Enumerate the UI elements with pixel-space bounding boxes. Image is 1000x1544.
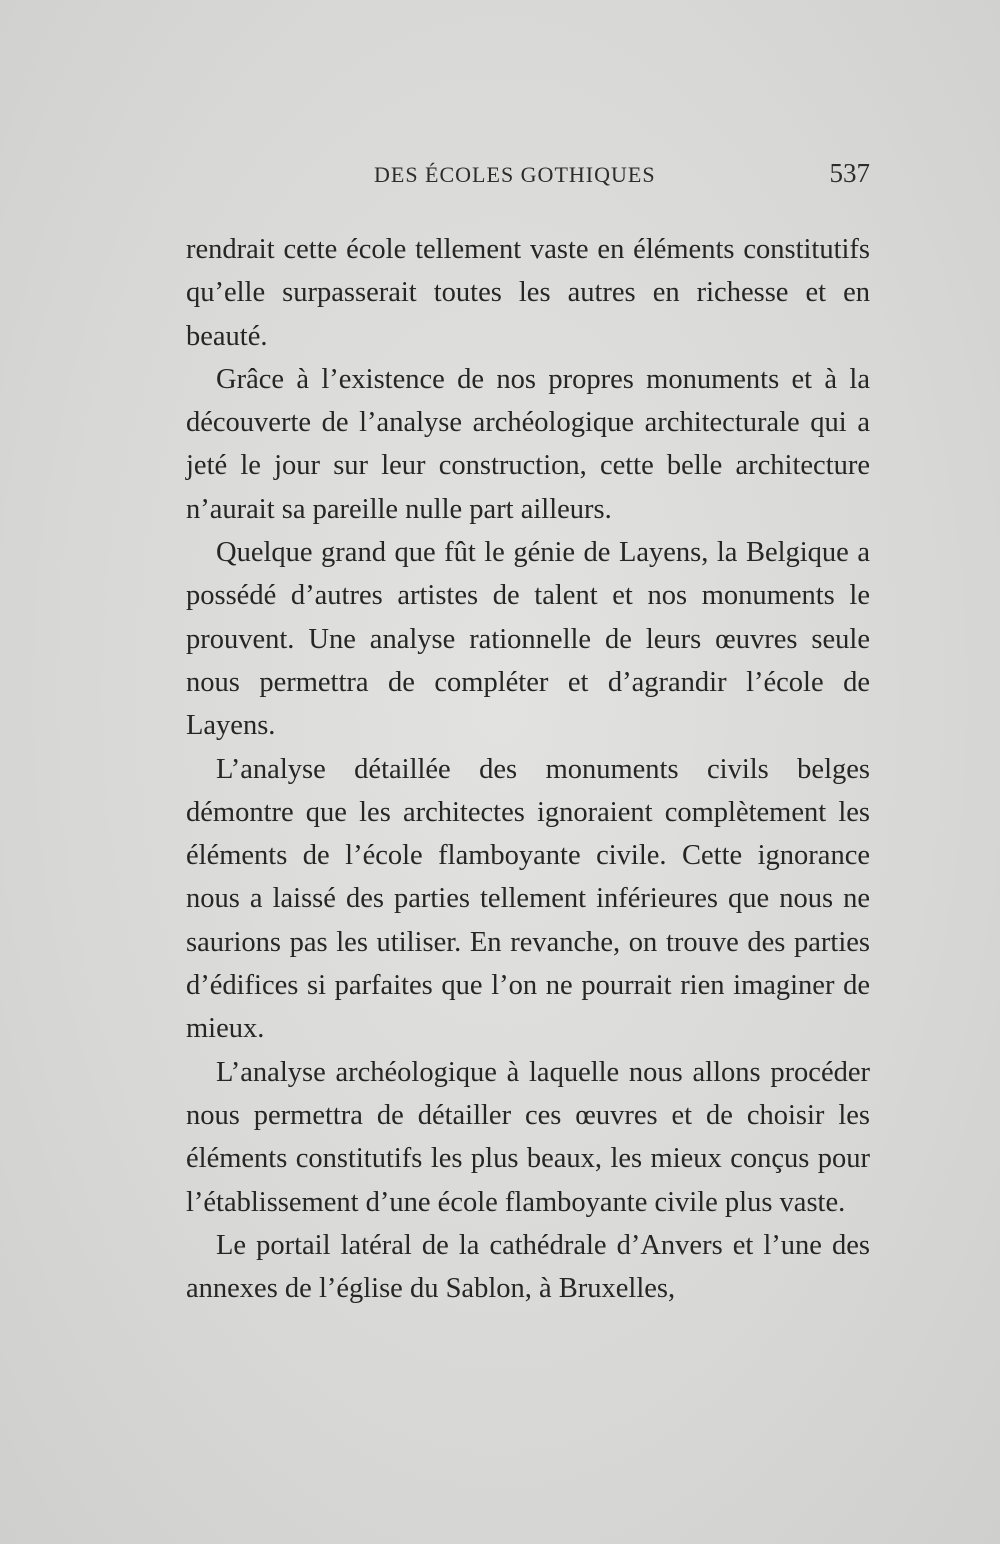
- paragraph: Quelque grand que fût le génie de Layens, la Belgique a possédé d’autres artistes de talent et nos monuments le prouvent. Une analyse rationnelle de leurs œuvres seule nous permettra de compléter et d’agrandir l’école de Layens.: [186, 537, 870, 742]
- paragraph: L’analyse archéologique à laquelle nous allons procéder nous permettra de détailler ces œuvres et de choisir les éléments constitutifs les plus beaux, les mieux conçus pour l’établissement d’une école flamboyante civile plus vaste.: [186, 1056, 870, 1218]
- paragraph: Grâce à l’existence de nos propres monuments et à la découverte de l’analyse archéologique architecturale qui a jeté le jour sur leur construction, cette belle architecture n’aurait sa pareille nulle part ailleurs.: [186, 363, 870, 525]
- paragraph: L’analyse détaillée des monuments civils belges démontre que les architectes ignoraient complètement les éléments de l’école flamboyante civile. Cette ignorance nous a laissé des parties tellement inférieures que nous ne saurions pas les utiliser. En revanche, on trouve des parties d’édifices si parfaites que l’on ne pourrait rien imaginer de mieux.: [186, 753, 870, 1045]
- body-text: [186, 228, 870, 1310]
- page-number: 537: [829, 158, 870, 188]
- page-header: [186, 158, 870, 198]
- paragraph-continuation: rendrait cette école tellement vaste en éléments constitutifs qu’elle surpasserait toutes les autres en richesse et en beauté.: [186, 234, 870, 352]
- paragraph: Le portail latéral de la cathédrale d’Anvers et l’une des annexes de l’église du Sablon, à Bruxelles,: [186, 1229, 870, 1305]
- running-title: DES ÉCOLES GOTHIQUES: [374, 162, 656, 187]
